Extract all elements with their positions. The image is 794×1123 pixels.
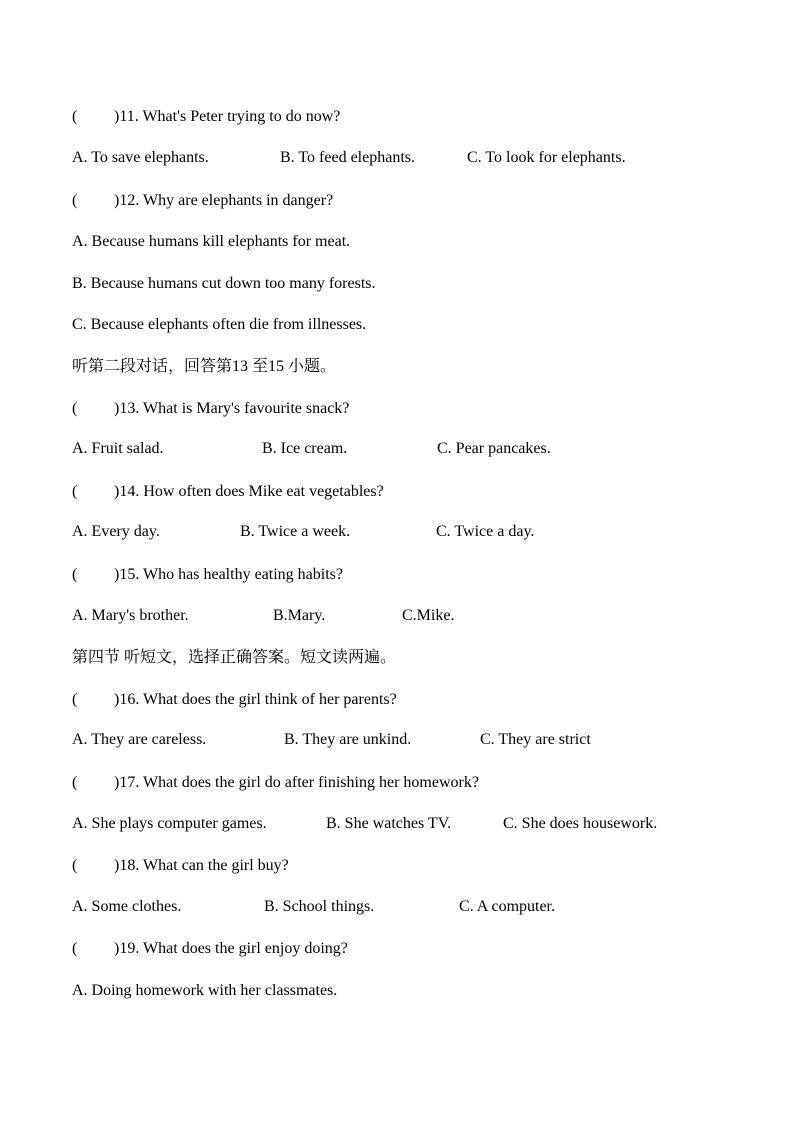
answer-blank[interactable]: ( — [72, 774, 78, 791]
option-c: C.Mike. — [402, 607, 455, 624]
question-text: )11. What's Peter trying to do now? — [114, 108, 341, 125]
question-text: )16. What does the girl think of her parents? — [114, 691, 397, 708]
option-c: C. Because elephants often die from illnesses. — [72, 316, 367, 333]
option-b: B. She watches TV. — [326, 815, 452, 832]
question-13-options — [0, 440, 794, 460]
option-a: A. Mary's brother. — [72, 607, 189, 624]
question-15 — [72, 565, 343, 585]
option-c: C. Pear pancakes. — [437, 440, 551, 457]
question-16 — [72, 690, 397, 710]
question-text: )14. How often does Mike eat vegetables? — [114, 483, 384, 500]
option-a: A. They are careless. — [72, 731, 207, 748]
answer-blank[interactable]: ( — [72, 108, 78, 125]
answer-blank[interactable]: ( — [72, 691, 78, 708]
question-19 — [72, 939, 348, 959]
option-c: C. A computer. — [459, 898, 555, 915]
option-a: A. To save elephants. — [72, 149, 209, 166]
question-14-options — [0, 523, 794, 543]
question-17-options — [0, 815, 794, 835]
question-text: )19. What does the girl enjoy doing? — [114, 940, 348, 957]
section-instruction: 第四节 听短文，选择正确答案。短文读两遍。 — [72, 649, 397, 666]
option-b: B. They are unkind. — [284, 731, 412, 748]
option-c: C. Twice a day. — [436, 523, 535, 540]
answer-blank[interactable]: ( — [72, 400, 78, 417]
question-12 — [72, 191, 333, 211]
option-a: A. Because humans kill elephants for meat. — [72, 233, 351, 250]
answer-blank[interactable]: ( — [72, 192, 78, 209]
question-text: )17. What does the girl do after finishing her homework? — [114, 774, 479, 791]
option-a: A. Every day. — [72, 523, 160, 540]
question-17 — [72, 773, 479, 793]
answer-blank[interactable]: ( — [72, 940, 78, 957]
option-c: C. She does housework. — [503, 815, 658, 832]
option-a: A. Some clothes. — [72, 898, 182, 915]
option-a: A. She plays computer games. — [72, 815, 267, 832]
answer-blank[interactable]: ( — [72, 566, 78, 583]
question-18-options — [0, 898, 794, 918]
option-c: C. To look for elephants. — [467, 149, 626, 166]
question-14 — [72, 482, 384, 502]
option-c: C. They are strict — [480, 731, 591, 748]
option-b: B. Because humans cut down too many forests. — [72, 275, 376, 292]
question-text: )12. Why are elephants in danger? — [114, 192, 334, 209]
answer-blank[interactable]: ( — [72, 857, 78, 874]
question-text: )15. Who has healthy eating habits? — [114, 566, 343, 583]
option-b: B.Mary. — [273, 607, 326, 624]
question-18 — [72, 856, 289, 876]
question-15-options — [0, 607, 794, 627]
question-11-options — [0, 149, 794, 169]
question-text: )13. What is Mary's favourite snack? — [114, 400, 350, 417]
option-b: B. To feed elephants. — [280, 149, 415, 166]
question-13 — [72, 399, 349, 419]
question-text: )18. What can the girl buy? — [114, 857, 289, 874]
answer-blank[interactable]: ( — [72, 483, 78, 500]
option-a: A. Fruit salad. — [72, 440, 164, 457]
option-b: B. Twice a week. — [240, 523, 351, 540]
option-b: B. Ice cream. — [262, 440, 348, 457]
option-b: B. School things. — [264, 898, 375, 915]
option-a: A. Doing homework with her classmates. — [72, 982, 338, 999]
question-16-options — [0, 731, 794, 751]
section-instruction: 听第二段对话，回答第13 至15 小题。 — [72, 358, 337, 375]
question-11 — [72, 107, 340, 127]
